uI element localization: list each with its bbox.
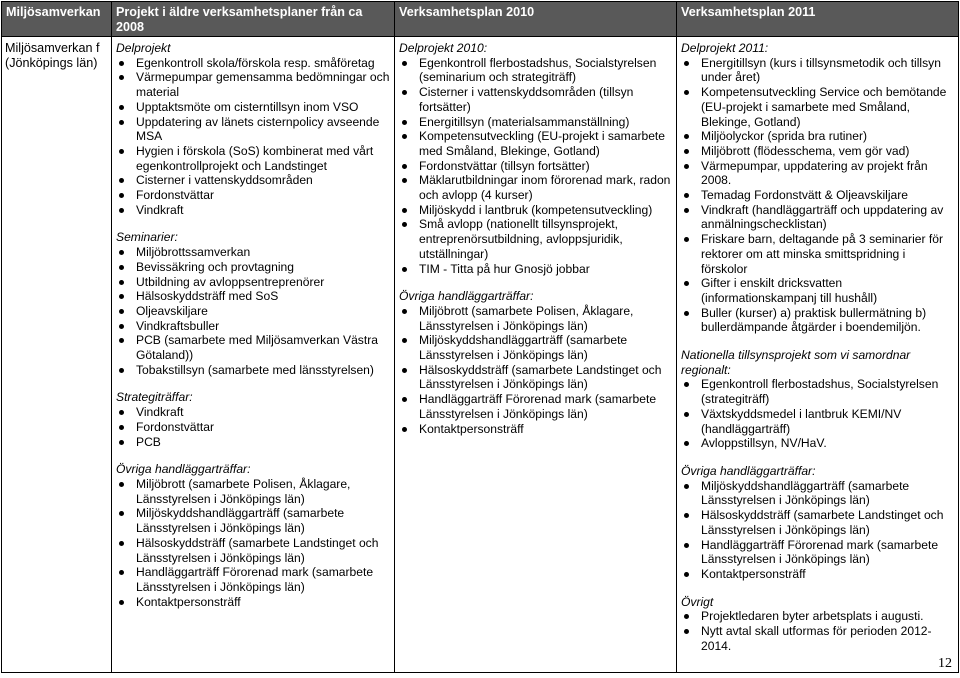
list-item: Hälsoskyddsträff (samarbete Landstinget och Länsstyrelsen i Jönköpings län) — [681, 508, 954, 537]
list-item: Miljöskydd i lantbruk (kompetensutveckling) — [399, 203, 672, 218]
list-delprojekt-2011 — [681, 56, 954, 335]
row-label: Miljösamverkan f (Jönköpings län) — [2, 37, 112, 673]
list-item: Cisterner i vattenskyddsområden (tillsyn fortsätter) — [399, 85, 672, 114]
list-item: Hälsoskyddsträff med SoS — [116, 289, 390, 304]
list-item: Miljöolyckor (sprida bra rutiner) — [681, 129, 954, 144]
header-plan-2010: Verksamhetsplan 2010 — [395, 2, 677, 37]
list-item: Cisterner i vattenskyddsområden — [116, 173, 390, 188]
list-item: Vindkraft (handläggarträff och uppdatering av anmälningschecklistan) — [681, 203, 954, 232]
list-item: Egenkontroll flerbostadshus, Socialstyrelsen (strategiträff) — [681, 377, 954, 406]
list-ovriga-2011 — [681, 479, 954, 582]
list-item: Handläggarträff Förorenad mark (samarbete Länsstyrelsen i Jönköpings län) — [116, 565, 390, 594]
list-item: PCB — [116, 435, 390, 450]
plan-2011-cell — [677, 37, 959, 673]
list-item: Buller (kurser) a) praktisk bullermätning b) bullerdämpande åtgärder i boendemiljön. — [681, 306, 954, 335]
list-item: Energitillsyn (materialsammanställning) — [399, 115, 672, 130]
list-item: Kompetensutveckling Service och bemötande (EU-projekt i samarbete med Småland, Blekinge, Gotland) — [681, 85, 954, 129]
list-ovrigt — [681, 609, 954, 653]
list-item: Utbildning av avloppsentreprenörer — [116, 275, 390, 290]
list-seminarier — [116, 245, 390, 377]
list-item: Kontaktpersonsträff — [116, 595, 390, 610]
list-item: Oljeavskiljare — [116, 304, 390, 319]
list-item: Energitillsyn (kurs i tillsynsmetodik och tillsyn under året) — [681, 56, 954, 85]
list-item: Vindkraft — [116, 405, 390, 420]
content-row — [2, 37, 959, 673]
page-number: 12 — [938, 656, 952, 671]
list-strategitraffar — [116, 405, 390, 449]
list-item: Hälsoskyddsträff (samarbete Landstinget och Länsstyrelsen i Jönköpings län) — [116, 536, 390, 565]
list-item: Temadag Fordonstvätt & Oljeavskiljare — [681, 188, 954, 203]
list-item: Vindkraft — [116, 203, 390, 218]
list-item: Handläggarträff Förorenad mark (samarbete Länsstyrelsen i Jönköpings län) — [399, 392, 672, 421]
section-heading-delprojekt-2011: Delprojekt 2011: — [681, 41, 769, 55]
list-delprojekt — [116, 56, 390, 218]
list-item: Upptaktsmöte om cisterntillsyn inom VSO — [116, 100, 390, 115]
header-plan-2011: Verksamhetsplan 2011 — [677, 2, 959, 37]
list-item: Projektledaren byter arbetsplats i augusti. — [681, 609, 954, 624]
section-heading-delprojekt: Delprojekt — [116, 41, 171, 55]
list-item: Fordonstvättar — [116, 188, 390, 203]
list-item: TIM - Titta på hur Gnosjö jobbar — [399, 262, 672, 277]
list-item: Handläggarträff Förorenad mark (samarbete Länsstyrelsen i Jönköpings län) — [681, 538, 954, 567]
list-item: Nytt avtal skall utformas för perioden 2012-2014. — [681, 624, 954, 653]
list-item: Egenkontroll skola/förskola resp. småföretag — [116, 56, 390, 71]
list-item: Fordonstvättar — [116, 420, 390, 435]
section-heading-strategitraffar: Strategiträffar: — [116, 390, 193, 405]
list-item: Avloppstillsyn, NV/HaV. — [681, 436, 954, 451]
section-heading-delprojekt-2010: Delprojekt 2010: — [399, 41, 488, 55]
list-item: Miljöbrott (samarbete Polisen, Åklagare, Länsstyrelsen i Jönköpings län) — [399, 304, 672, 333]
list-item: Miljöskyddshandläggarträff (samarbete Länsstyrelsen i Jönköpings län) — [399, 333, 672, 362]
section-heading-ovriga-2011: Övriga handläggarträffar: — [681, 463, 816, 478]
list-item: Miljöbrott (flödesschema, vem gör vad) — [681, 144, 954, 159]
section-heading-ovrigt: Övrigt — [681, 594, 714, 609]
list-item: Hygien i förskola (SoS) kombinerat med vårt egenkontrollprojekt och Landstinget — [116, 144, 390, 173]
list-item: Värmepumpar, uppdatering av projekt från 2008. — [681, 159, 954, 188]
list-item: Små avlopp (nationellt tillsynsprojekt, entreprenörsutbildning, avloppsjuridik, utställningar) — [399, 217, 672, 261]
list-item: Fordonstvättar (tillsyn fortsätter) — [399, 159, 672, 174]
list-ovriga-2010 — [399, 304, 672, 436]
list-item: Hälsoskyddsträff (samarbete Landstinget och Länsstyrelsen i Jönköpings län) — [399, 363, 672, 392]
older-projects-cell — [112, 37, 395, 673]
section-heading-ovriga-2010: Övriga handläggarträffar: — [399, 289, 534, 304]
list-item: Växtskyddsmedel i lantbruk KEMI/NV (handläggarträff) — [681, 407, 954, 436]
list-item: Egenkontroll flerbostadshus, Socialstyrelsen (seminarium och strategiträff) — [399, 56, 672, 85]
list-item: Miljöbrottssamverkan — [116, 245, 390, 260]
list-nationella — [681, 377, 954, 451]
section-heading-ovriga: Övriga handläggarträffar: — [116, 462, 251, 477]
activity-table — [1, 1, 959, 673]
section-heading-seminarier: Seminarier: — [116, 230, 178, 245]
list-item: Kompetensutveckling (EU-projekt i samarbete med Småland, Blekinge, Gotland) — [399, 129, 672, 158]
list-item: Kontaktpersonsträff — [681, 567, 954, 582]
list-item: PCB (samarbete med Miljösamverkan Västra Götaland)) — [116, 333, 390, 362]
header-organisation: Miljösamverkan — [2, 2, 112, 37]
list-item: Vindkraftsbuller — [116, 319, 390, 334]
list-item: Kontaktpersonsträff — [399, 422, 672, 437]
section-heading-nationella: Nationella tillsynsprojekt som vi samordnar regionalt: — [681, 348, 911, 377]
list-delprojekt-2010 — [399, 56, 672, 277]
list-item: Värmepumpar gemensamma bedömningar och material — [116, 70, 390, 99]
list-item: Bevissäkring och provtagning — [116, 260, 390, 275]
list-item: Tobakstillsyn (samarbete med länsstyrelsen) — [116, 363, 390, 378]
list-ovriga — [116, 477, 390, 609]
header-older-projects: Projekt i äldre verksamhetsplaner från ca 2008 — [112, 2, 395, 37]
list-item: Mäklarutbildningar inom förorenad mark, radon och avlopp (4 kurser) — [399, 173, 672, 202]
list-item: Uppdatering av länets cisternpolicy avseende MSA — [116, 115, 390, 144]
plan-2010-cell — [395, 37, 677, 673]
list-item: Miljöskyddshandläggarträff (samarbete Länsstyrelsen i Jönköpings län) — [681, 479, 954, 508]
list-item: Miljöskyddshandläggarträff (samarbete Länsstyrelsen i Jönköpings län) — [116, 506, 390, 535]
list-item: Miljöbrott (samarbete Polisen, Åklagare, Länsstyrelsen i Jönköpings län) — [116, 477, 390, 506]
header-row — [2, 2, 959, 37]
list-item: Friskare barn, deltagande på 3 seminarier för rektorer om att minska smittspridning i förskolor — [681, 232, 954, 276]
list-item: Gifter i enskilt dricksvatten (informationskampanj till hushåll) — [681, 276, 954, 305]
